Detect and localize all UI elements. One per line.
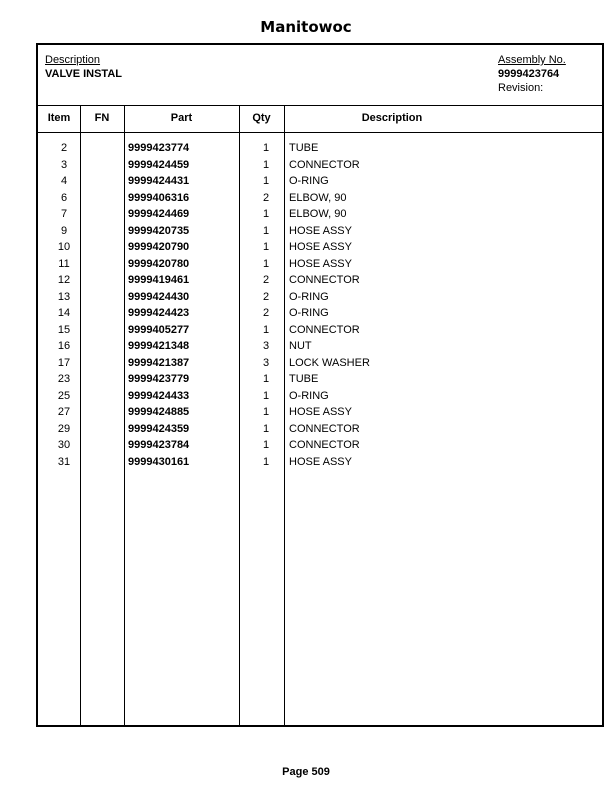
part-number: 9999419461 [128, 274, 190, 286]
quantity: 1 [262, 439, 270, 451]
quantity: 1 [262, 224, 270, 237]
table-row [38, 454, 602, 471]
page-number: Page 509 [282, 766, 330, 778]
description-label: Description [45, 54, 101, 66]
column-header-row [38, 105, 602, 133]
quantity: 1 [262, 422, 270, 435]
quantity: 2 [262, 290, 270, 303]
quantity: 3 [262, 356, 270, 369]
table-row [38, 322, 602, 339]
quantity: 1 [262, 142, 270, 154]
part-description: O-RING [289, 389, 329, 402]
item-number: 3 [60, 158, 68, 171]
quantity: 3 [262, 340, 270, 352]
part-description: ELBOW, 90 [289, 208, 347, 220]
item-number: 10 [57, 241, 71, 253]
item-number: 11 [58, 257, 70, 270]
assembly-value: 9999423764 [498, 68, 560, 80]
part-description: CONNECTOR [289, 422, 360, 435]
item-number: 17 [57, 356, 71, 369]
part-number: 9999424431 [128, 175, 190, 187]
part-number: 9999424469 [128, 208, 190, 220]
column-fn: FN [94, 112, 110, 124]
quantity: 1 [262, 323, 270, 336]
table-row [38, 404, 602, 421]
column-qty: Qty [252, 112, 271, 124]
part-number: 9999423784 [128, 439, 190, 451]
part-description: CONNECTOR [289, 323, 360, 336]
part-number: 9999420735 [128, 224, 190, 237]
part-number: 9999424433 [128, 389, 190, 402]
table-row [38, 421, 602, 438]
item-number: 31 [57, 455, 71, 468]
quantity: 1 [262, 257, 270, 270]
part-description: TUBE [289, 373, 319, 385]
item-number: 15 [57, 323, 71, 336]
quantity: 1 [262, 241, 270, 253]
table-row [38, 355, 602, 372]
item-number: 29 [57, 422, 71, 435]
item-number: 14 [57, 307, 71, 319]
part-number: 9999424430 [128, 290, 190, 303]
column-description: Description [361, 112, 423, 124]
quantity: 1 [262, 455, 270, 468]
part-description: CONNECTOR [289, 439, 360, 451]
item-number: 2 [60, 142, 68, 154]
brand-title: Manitowoc [260, 18, 352, 36]
part-description: CONNECTOR [289, 274, 360, 286]
quantity: 2 [262, 191, 270, 204]
part-description: TUBE [289, 142, 319, 154]
item-number: 16 [57, 340, 71, 352]
item-number: 23 [57, 373, 71, 385]
part-description: HOSE ASSY [289, 257, 352, 270]
item-number: 6 [60, 191, 68, 204]
quantity: 1 [262, 373, 270, 385]
revision-label: Revision: [498, 82, 544, 94]
table-row [38, 272, 602, 289]
item-number: 25 [57, 389, 71, 402]
part-description: CONNECTOR [289, 158, 360, 171]
table-row [38, 437, 602, 454]
table-row [38, 157, 602, 174]
item-number: 9 [60, 224, 68, 237]
part-number: 9999405277 [128, 323, 190, 336]
quantity: 1 [262, 158, 270, 171]
table-row [38, 256, 602, 273]
table-row [38, 140, 602, 157]
column-item: Item [47, 112, 71, 124]
quantity: 1 [262, 406, 270, 418]
part-number: 9999424423 [128, 307, 190, 319]
part-number: 9999421348 [128, 340, 190, 352]
part-description: HOSE ASSY [289, 455, 352, 468]
part-description: NUT [289, 340, 312, 352]
table-row [38, 173, 602, 190]
table-row [38, 223, 602, 240]
quantity: 2 [262, 307, 270, 319]
table-row [38, 289, 602, 306]
table-row [38, 190, 602, 207]
part-description: HOSE ASSY [289, 241, 352, 253]
part-number: 9999423774 [128, 142, 190, 154]
part-description: HOSE ASSY [289, 224, 352, 237]
quantity: 2 [262, 274, 270, 286]
table-row [38, 338, 602, 355]
part-number: 9999424359 [128, 422, 190, 435]
part-description: ELBOW, 90 [289, 191, 347, 204]
table-row [38, 371, 602, 388]
parts-list-frame [36, 43, 604, 727]
part-number: 9999421387 [128, 356, 190, 369]
item-number: 12 [57, 274, 71, 286]
quantity: 1 [262, 208, 270, 220]
part-description: O-RING [289, 290, 329, 303]
part-description: LOCK WASHER [289, 356, 370, 369]
quantity: 1 [262, 389, 270, 402]
part-description: HOSE ASSY [289, 406, 352, 418]
part-description: O-RING [289, 307, 329, 319]
part-number: 9999423779 [128, 373, 190, 385]
part-number: 9999430161 [128, 455, 190, 468]
table-row [38, 239, 602, 256]
part-number: 9999420790 [128, 241, 190, 253]
quantity: 1 [262, 175, 270, 187]
item-number: 7 [60, 208, 68, 220]
item-number: 27 [57, 406, 71, 418]
part-number: 9999406316 [128, 191, 190, 204]
part-number: 9999424885 [128, 406, 190, 418]
part-number: 9999420780 [128, 257, 190, 270]
part-number: 9999424459 [128, 158, 190, 171]
item-number: 30 [57, 439, 71, 451]
description-value: VALVE INSTAL [45, 68, 122, 80]
table-row [38, 206, 602, 223]
item-number: 13 [57, 290, 71, 303]
parts-table-body [38, 140, 602, 470]
part-description: O-RING [289, 175, 329, 187]
assembly-header [38, 45, 602, 106]
table-row [38, 305, 602, 322]
column-part: Part [170, 112, 193, 124]
table-row [38, 388, 602, 405]
assembly-label: Assembly No. [498, 54, 566, 66]
item-number: 4 [60, 175, 68, 187]
